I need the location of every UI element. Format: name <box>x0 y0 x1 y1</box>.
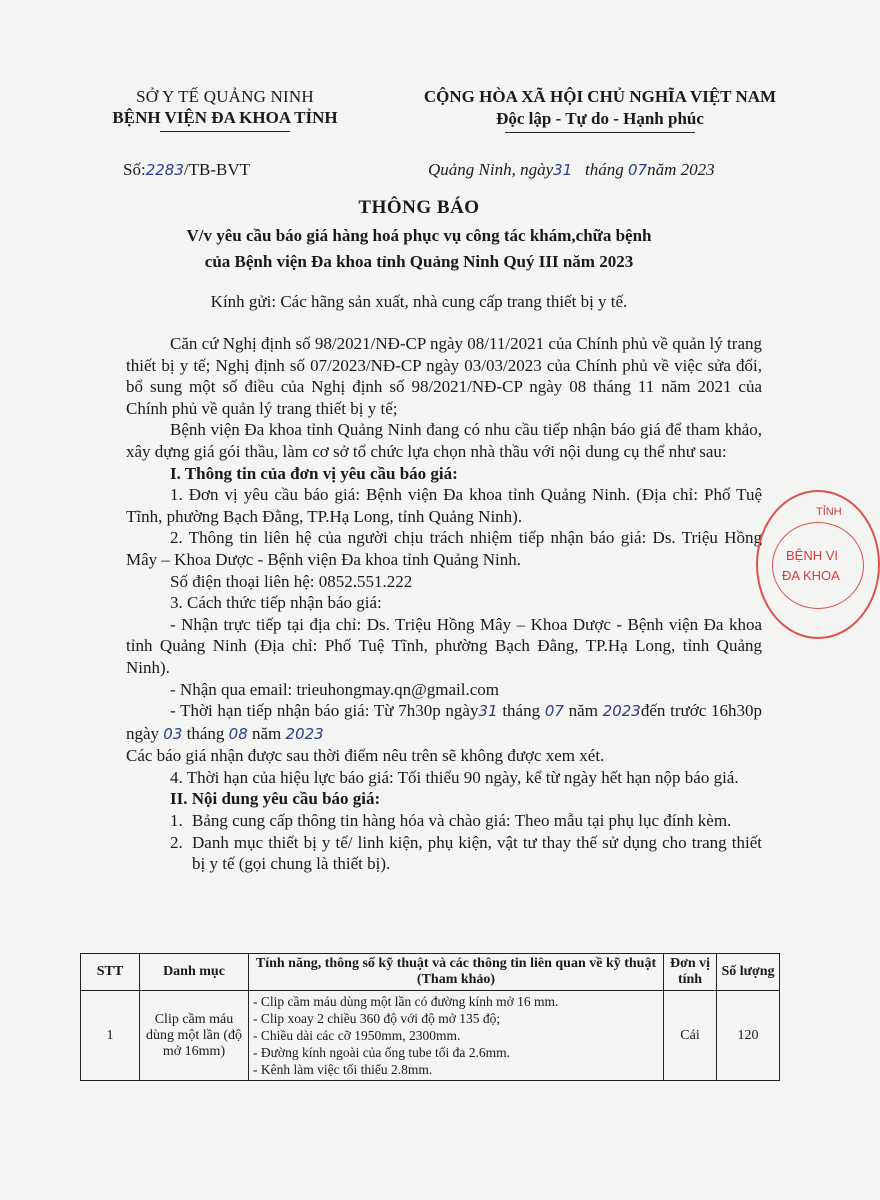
deadline-start-year: 2023 <box>602 702 641 721</box>
list-item <box>170 810 762 832</box>
cell-unit: Cái <box>664 991 717 1081</box>
date-day: 31 <box>553 161 573 179</box>
deadline-text-b: tháng <box>502 701 541 721</box>
doc-number-prefix: Số: <box>123 160 146 179</box>
deadline-end-year: 2023 <box>285 724 324 743</box>
legal-basis-paragraph: Căn cứ Nghị định số 98/2021/NĐ-CP ngày 08/11/2021 của Chính phủ về quản lý trang thiết bị y tế; Nghị định số 07/2023/NĐ-CP ngày 03/03/2023 của Chính phủ về việc sửa đổi, bổ sung một số điều của Nghị định số 98/2021/NĐ-CP ngày 08 tháng 11 năm 2021 của Chính phủ về quản lý trang thiết bị y tế; <box>126 334 762 418</box>
spec-line: - Kênh làm việc tối thiểu 2.8mm. <box>253 1062 433 1077</box>
spec-line: - Chiều dài các cỡ 1950mm, 2300mm. <box>253 1028 461 1043</box>
deadline-text-d: đến trước 16h30p ngày <box>126 701 762 743</box>
purpose-paragraph: Bệnh viện Đa khoa tỉnh Quảng Ninh đang có nhu cầu tiếp nhận báo giá để tham khảo, xây dựng giá gói thầu, làm cơ sở tổ chức lựa chọn nhà thầu với nội dung cụ thể như sau: <box>126 420 762 461</box>
col-qty: Số lượng <box>717 954 780 991</box>
deadline-start-day: 31 <box>478 702 498 721</box>
deadline-text-a: - Thời hạn tiếp nhận báo giá: Từ 7h30p ngày <box>170 701 479 721</box>
list-item-text: Bảng cung cấp thông tin hàng hóa và chào giá: Theo mẫu tại phụ lục đính kèm. <box>192 811 732 831</box>
col-name: Danh mục <box>140 954 249 991</box>
doc-number-handwritten: 2283 <box>145 161 184 179</box>
late-submission-note: Các báo giá nhận được sau thời điểm nêu trên sẽ không được xem xét. <box>126 746 605 766</box>
date-month: 07 <box>627 161 648 179</box>
spec-line: - Clip cầm máu dùng một lần có đường kính mở 16 mm. <box>253 994 559 1009</box>
stamp-text-line1: BỆNH VI <box>786 548 839 563</box>
motto-underline <box>505 132 695 133</box>
issuer-underline <box>160 131 290 132</box>
stamp-text-line2: ĐA KHOA <box>782 568 840 583</box>
section-1-heading: I. Thông tin của đơn vị yêu cầu báo giá: <box>170 463 458 483</box>
spec-line: - Đường kính ngoài của ống tube tối đa 2.6mm. <box>253 1045 511 1060</box>
doc-subject-line2: của Bệnh viện Đa khoa tỉnh Quảng Ninh Quý III năm 2023 <box>204 252 634 271</box>
section-1-item-1: 1. Đơn vị yêu cầu báo giá: Bệnh viện Đa khoa tỉnh Quảng Ninh. (Địa chỉ: Phố Tuệ Tĩnh, phường Bạch Đằng, TP.Hạ Long, tỉnh Quảng Ninh). <box>126 485 762 526</box>
section-1-item-4: 4. Thời hạn của hiệu lực báo giá: Tối thiểu 90 ngày, kể từ ngày hết hạn nộp báo giá. <box>170 767 739 787</box>
section-1-item-3: 3. Cách thức tiếp nhận báo giá: <box>170 593 382 613</box>
col-specs: Tính năng, thông số kỹ thuật và các thông tin liên quan về kỹ thuật (Tham khảo) <box>249 954 664 991</box>
cell-stt: 1 <box>81 991 140 1081</box>
cell-specs <box>249 991 664 1081</box>
deadline-text-e: tháng <box>186 723 225 743</box>
list-item-number: 1. <box>170 811 183 831</box>
hospital-stamp <box>756 490 880 639</box>
date-month-label: tháng <box>584 160 624 179</box>
deadline-text-c: năm <box>568 701 598 721</box>
col-stt: STT <box>81 954 140 991</box>
document-body <box>126 333 762 875</box>
issuer-hospital: BỆNH VIỆN ĐA KHOA TỈNH <box>112 108 338 127</box>
spec-line: - Clip xoay 2 chiều 360 độ với độ mở 135 độ; <box>253 1011 501 1026</box>
col-unit: Đơn vị tính <box>664 954 717 991</box>
doc-subject-line1: V/v yêu cầu báo giá hàng hoá phục vụ công tác khám,chữa bệnh <box>186 226 652 245</box>
list-item <box>170 832 762 875</box>
section-1-item-2: 2. Thông tin liên hệ của người chịu trách nhiệm tiếp nhận báo giá: Ds. Triệu Hồng Mây – Khoa Dược - Bệnh viện Đa khoa tỉnh Quảng Ninh. <box>126 528 762 569</box>
stamp-inner-ring <box>772 522 864 609</box>
deadline-end-month: 08 <box>228 724 248 743</box>
list-item-text: Danh mục thiết bị y tế/ linh kiện, phụ kiện, vật tư thay thế sử dụng cho trang thiết bị y tế (gọi chung là thiết bị). <box>192 832 762 874</box>
issue-date <box>428 160 715 180</box>
date-place: Quảng Ninh, ngày <box>428 160 554 179</box>
receive-in-person: - Nhận trực tiếp tại địa chỉ: Ds. Triệu Hồng Mây – Khoa Dược - Bệnh viện Đa khoa tỉnh Quảng Ninh (Địa chỉ: Phố Tuệ Tĩnh, phường Bạch Đằng, TP.Hạ Long, tỉnh Quảng Ninh). <box>126 614 762 677</box>
doc-number-suffix: /TB-BVT <box>183 160 250 179</box>
equipment-table <box>80 953 780 1081</box>
national-header <box>380 86 820 133</box>
date-year: năm 2023 <box>647 160 715 179</box>
table-row <box>81 991 780 1081</box>
greeting: Kính gửi: Các hãng sản xuất, nhà cung cấp trang thiết bị y tế. <box>210 292 628 311</box>
document-number <box>123 160 250 180</box>
national-title: CỘNG HÒA XÃ HỘI CHỦ NGHĨA VIỆT NAM <box>423 87 777 106</box>
deadline-start-month: 07 <box>544 702 564 721</box>
stamp-text-top: TỈNH <box>816 506 842 518</box>
receive-by-email: - Nhận qua email: trieuhongmay.qn@gmail.com <box>170 679 499 699</box>
deadline-text-f: năm <box>252 723 282 743</box>
doc-title: THÔNG BÁO <box>358 197 480 218</box>
section-2-heading: II. Nội dung yêu cầu báo giá: <box>170 789 381 809</box>
list-item-number: 2. <box>170 832 183 852</box>
deadline-line <box>126 700 762 745</box>
contact-phone: Số điện thoại liên hệ: 0852.551.222 <box>170 571 413 591</box>
issuer-department: SỞ Y TẾ QUẢNG NINH <box>136 87 314 106</box>
national-motto: Độc lập - Tự do - Hạnh phúc <box>496 109 704 128</box>
table-header-row <box>81 954 780 991</box>
cell-qty: 120 <box>717 991 780 1081</box>
issuer-header <box>90 86 360 132</box>
cell-name: Clip cầm máu dùng một lần (độ mở 16mm) <box>140 991 249 1081</box>
section-2-list <box>126 810 762 875</box>
deadline-end-day: 03 <box>163 724 183 743</box>
